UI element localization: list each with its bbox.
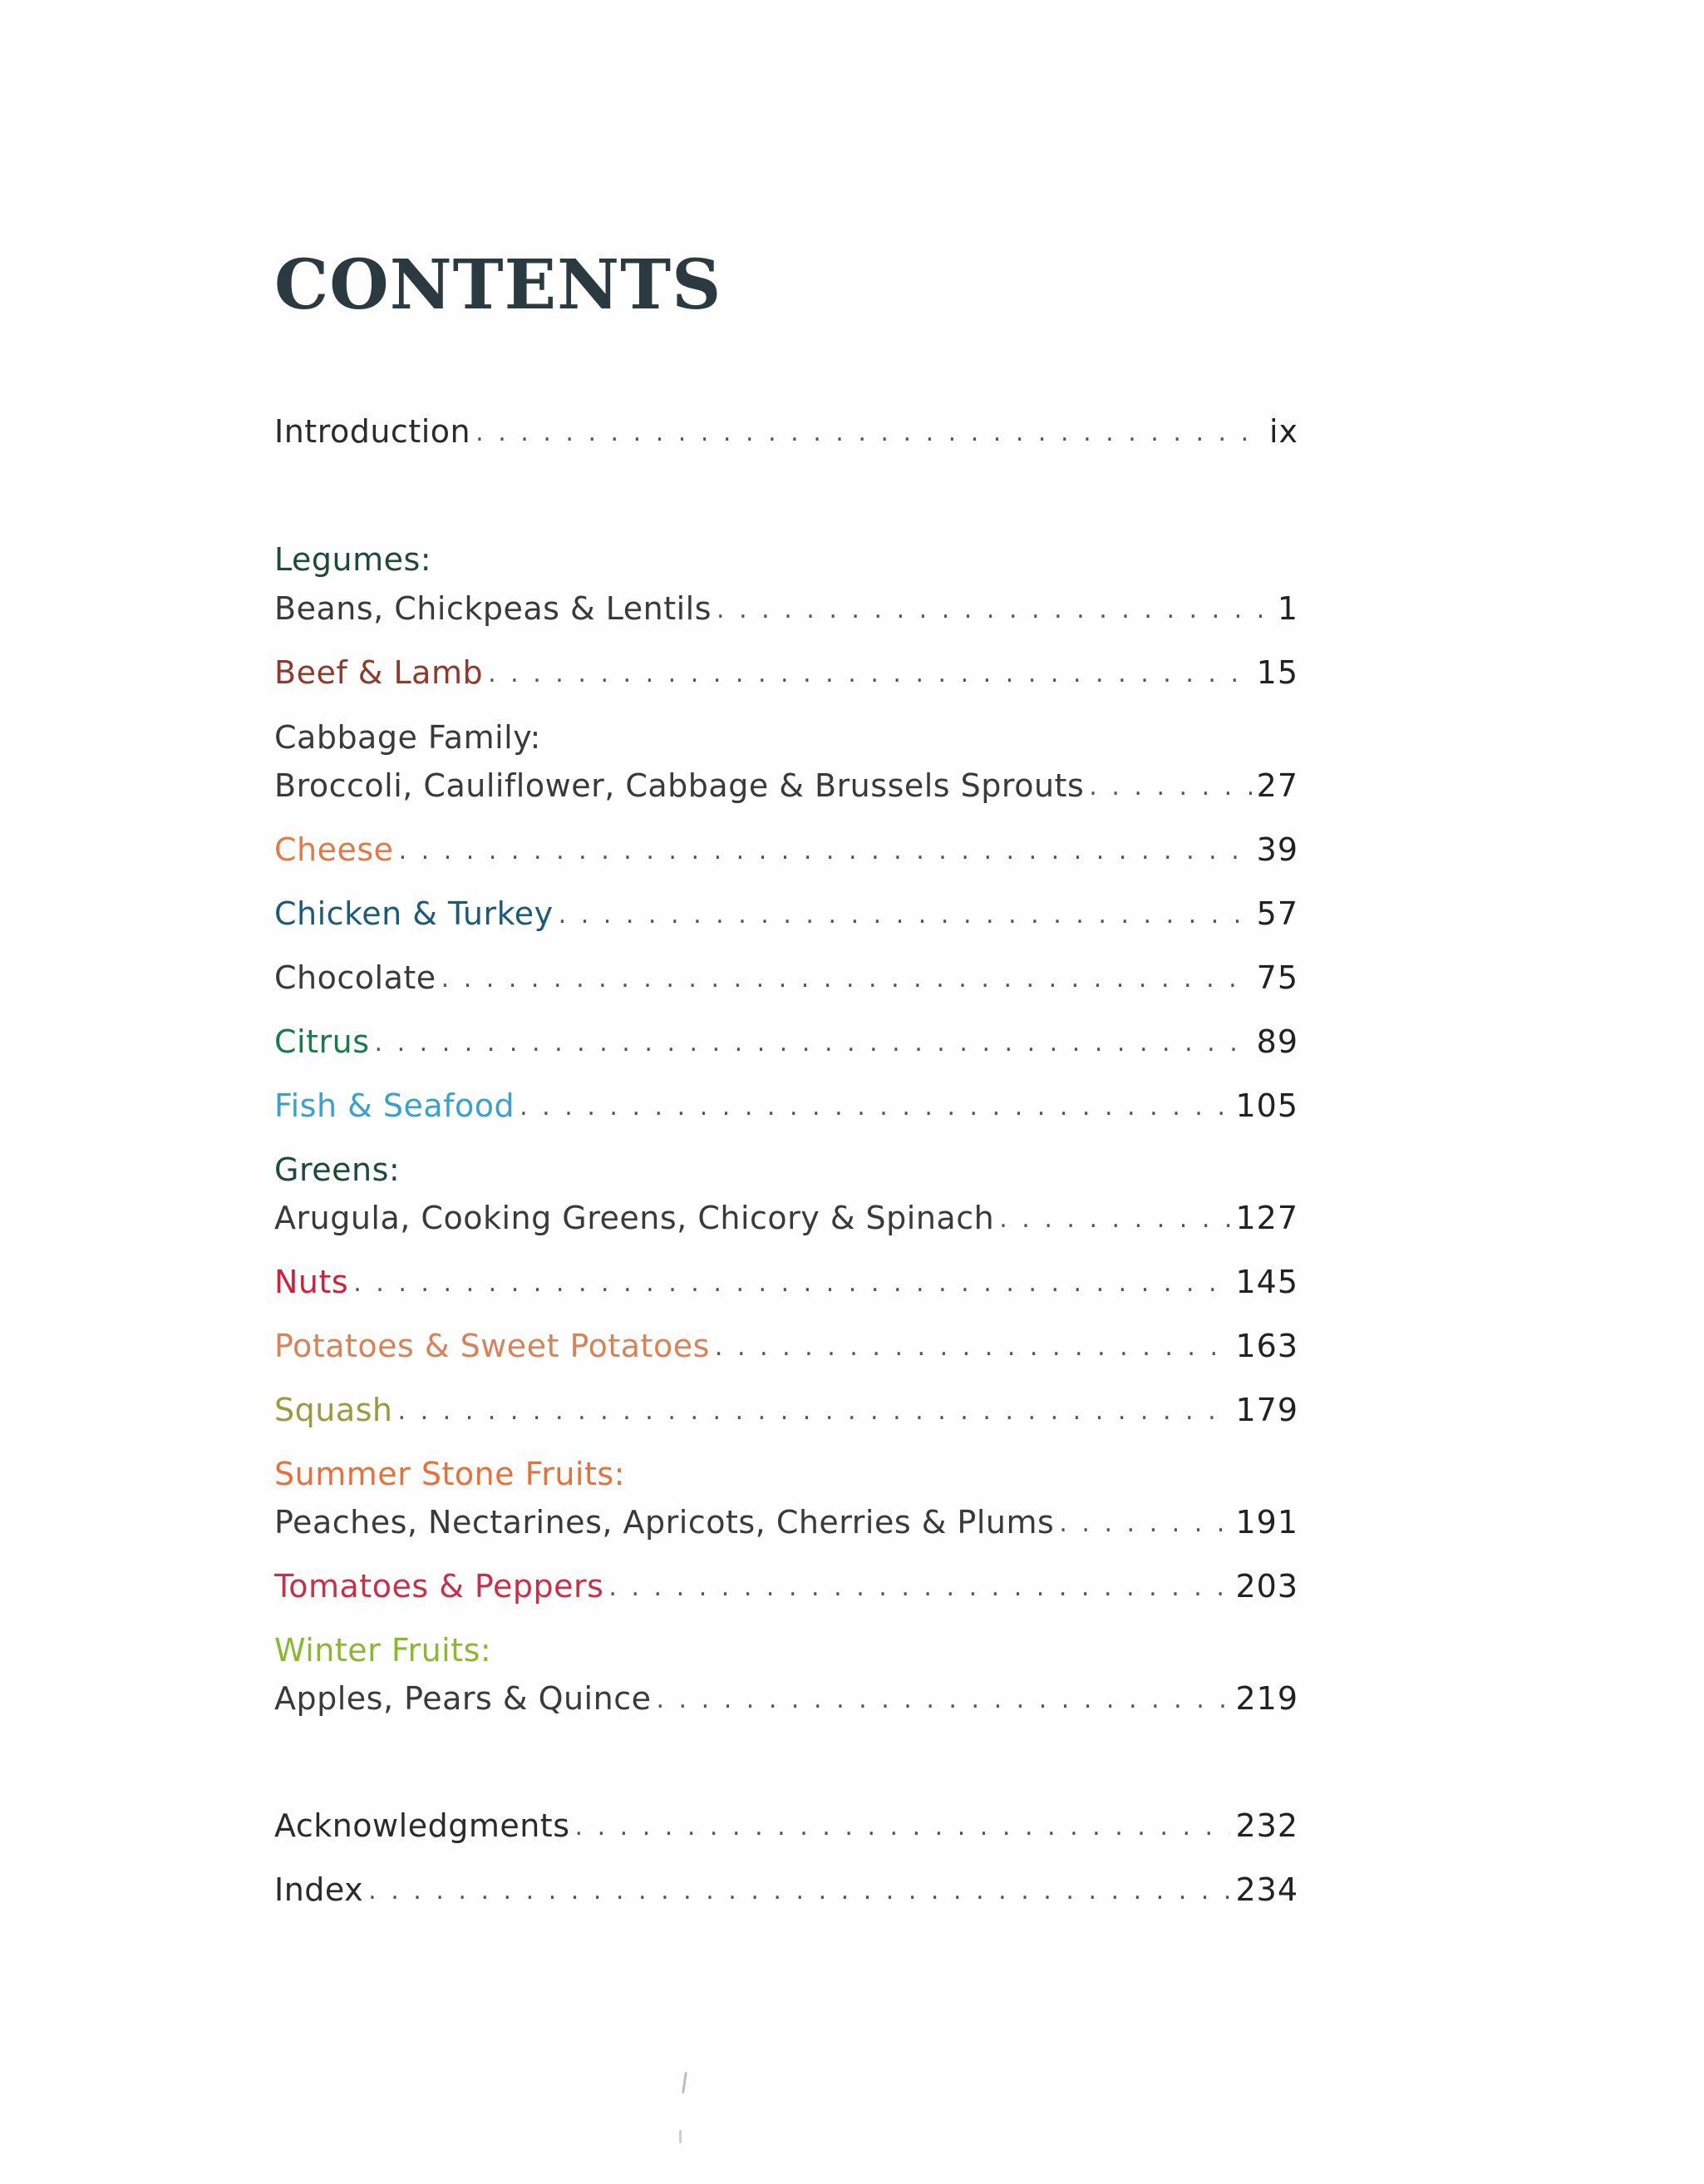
toc-entry-label: Tomatoes & Peppers xyxy=(274,1568,604,1605)
toc-section-heading-summer-stone-fruits: Summer Stone Fruits: xyxy=(274,1456,625,1492)
toc-entry-label: Apples, Pears & Quince xyxy=(274,1680,652,1717)
toc-entry-index[interactable] xyxy=(274,1867,1298,1912)
toc-entry-legumes[interactable] xyxy=(274,586,1298,631)
toc-entry-page: 203 xyxy=(1235,1568,1298,1605)
dot-leader xyxy=(575,1805,1231,1850)
toc-entry-label: Fish & Seafood xyxy=(274,1087,515,1124)
toc-entry-squash[interactable] xyxy=(274,1388,1298,1432)
dot-leader xyxy=(488,652,1252,697)
toc-entry-page: 232 xyxy=(1235,1807,1298,1844)
dot-leader xyxy=(608,1565,1230,1610)
toc-entry-chocolate[interactable] xyxy=(274,955,1298,1000)
dot-leader xyxy=(375,1021,1252,1066)
dot-leader xyxy=(1089,765,1251,810)
toc-entry-page: 179 xyxy=(1235,1392,1298,1428)
toc-entry-page: 89 xyxy=(1256,1023,1298,1060)
toc-section-heading-legumes: Legumes: xyxy=(274,541,432,578)
toc-entry-potatoes[interactable] xyxy=(274,1324,1298,1368)
dot-leader xyxy=(398,1389,1231,1434)
toc-entry-label: Introduction xyxy=(274,413,471,450)
dot-leader xyxy=(1059,1501,1230,1546)
dot-leader xyxy=(715,1325,1231,1370)
toc-entry-label: Cheese xyxy=(274,831,394,868)
toc-entry-page: 163 xyxy=(1235,1328,1298,1364)
toc-entry-nuts[interactable] xyxy=(274,1260,1298,1304)
toc-entry-page: 219 xyxy=(1235,1680,1298,1717)
toc-entry-tomatoes-peppers[interactable] xyxy=(274,1564,1298,1609)
scan-artifact-mark xyxy=(679,2130,682,2143)
toc-entry-label: Acknowledgments xyxy=(274,1807,570,1844)
toc-entry-introduction[interactable] xyxy=(274,409,1298,454)
toc-entry-winter-fruits[interactable] xyxy=(274,1676,1298,1721)
toc-entry-citrus[interactable] xyxy=(274,1019,1298,1064)
toc-entry-fish-seafood[interactable] xyxy=(274,1083,1298,1128)
toc-entry-page: 234 xyxy=(1235,1871,1298,1908)
dot-leader xyxy=(368,1869,1230,1914)
toc-entry-label: Index xyxy=(274,1871,364,1908)
dot-leader xyxy=(520,1085,1230,1130)
dot-leader xyxy=(559,893,1252,938)
toc-entry-label: Chicken & Turkey xyxy=(274,895,554,932)
dot-leader xyxy=(399,829,1252,874)
toc-entry-cabbage-family[interactable] xyxy=(274,763,1298,808)
toc-entry-page: 127 xyxy=(1235,1200,1298,1236)
toc-entry-page: 145 xyxy=(1235,1264,1298,1300)
toc-entry-summer-stone-fruits[interactable] xyxy=(274,1500,1298,1545)
toc-entry-label: Arugula, Cooking Greens, Chicory & Spinach xyxy=(274,1200,995,1236)
toc-entry-label: Broccoli, Cauliflower, Cabbage & Brussels Sprouts xyxy=(274,767,1085,804)
toc-entry-cheese[interactable] xyxy=(274,827,1298,872)
dot-leader xyxy=(475,411,1264,456)
toc-entry-label: Potatoes & Sweet Potatoes xyxy=(274,1328,710,1364)
toc-entry-page: 191 xyxy=(1235,1504,1298,1541)
page-title: CONTENTS xyxy=(274,245,722,325)
dot-leader xyxy=(999,1197,1230,1242)
toc-entry-label: Citrus xyxy=(274,1023,370,1060)
dot-leader xyxy=(656,1678,1230,1723)
toc-entry-chicken-turkey[interactable] xyxy=(274,891,1298,936)
toc-entry-page: 39 xyxy=(1256,831,1298,868)
toc-entry-acknowledgments[interactable] xyxy=(274,1803,1298,1848)
toc-entry-page: 75 xyxy=(1256,959,1298,996)
toc-section-heading-cabbage-family: Cabbage Family: xyxy=(274,719,541,756)
toc-entry-label: Nuts xyxy=(274,1264,349,1300)
toc-entry-page: 27 xyxy=(1256,767,1298,804)
dot-leader xyxy=(353,1261,1230,1306)
toc-entry-beef-lamb[interactable] xyxy=(274,650,1298,695)
toc-entry-label: Beans, Chickpeas & Lentils xyxy=(274,590,712,627)
toc-entry-page: 105 xyxy=(1235,1087,1298,1124)
toc-section-heading-greens: Greens: xyxy=(274,1151,401,1188)
toc-entry-page: 15 xyxy=(1256,654,1298,691)
toc-entry-greens[interactable] xyxy=(274,1196,1298,1240)
toc-entry-page: 57 xyxy=(1256,895,1298,932)
dot-leader xyxy=(441,957,1252,1002)
toc-section-heading-winter-fruits: Winter Fruits: xyxy=(274,1632,492,1669)
scan-artifact-mark xyxy=(682,2072,687,2093)
toc-entry-label: Beef & Lamb xyxy=(274,654,484,691)
toc-entry-page: 1 xyxy=(1277,590,1298,627)
toc-entry-label: Chocolate xyxy=(274,959,436,996)
toc-entry-label: Squash xyxy=(274,1392,393,1428)
toc-entry-page: ix xyxy=(1268,413,1298,450)
toc-entry-label: Peaches, Nectarines, Apricots, Cherries & Plums xyxy=(274,1504,1055,1541)
dot-leader xyxy=(717,588,1273,633)
